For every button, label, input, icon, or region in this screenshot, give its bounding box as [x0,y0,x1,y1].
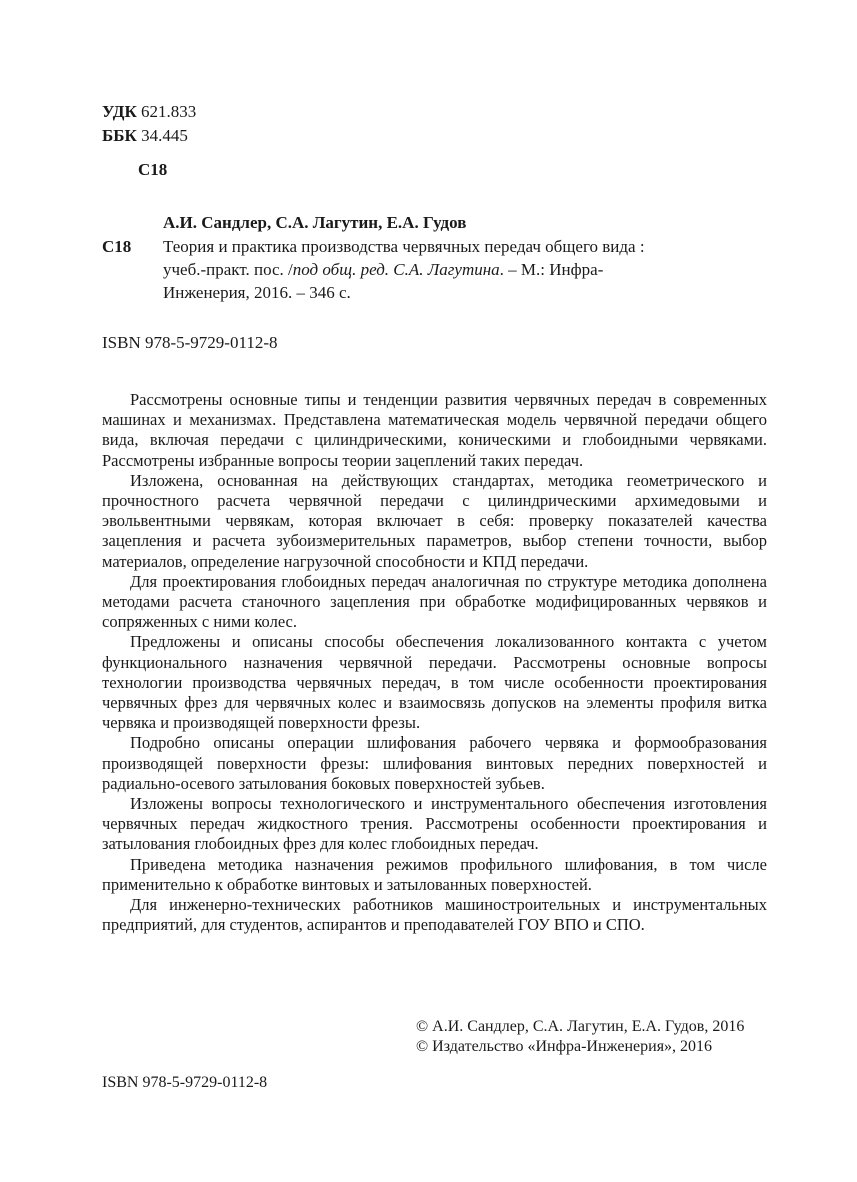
bbk-label: ББК [102,126,137,145]
abstract-paragraph: Для проектирования глобоидных передач аналогичная по структуре методика дополнена методами расчета станочного зацепления при обработке модифицированных червяков и сопряженных с ними колес. [102,571,767,632]
title-line-1: Теория и практика производства червячных передач общего вида : [163,237,645,256]
editor-statement: под общ. ред. С.А. Лагутина [292,260,500,279]
copyright-block [416,1017,744,1057]
bbk-value: 34.445 [141,126,188,145]
abstract-paragraph: Для инженерно-технических работников машиностроительных и инструментальных предприятий, для студентов, аспирантов и преподавателей ГОУ ВПО и СПО. [102,895,767,935]
udk-label: УДК [102,102,137,121]
isbn-top: ISBN 978-5-9729-0112-8 [102,333,278,352]
udk-line [102,100,196,124]
title-line-2-pre: учеб.-практ. пос. / [163,260,293,279]
abstract-paragraph: Подробно описаны операции шлифования рабочего червяка и формообразования производящей поверхности фрезы: шлифования винтовых передних поверхностей и радиально-осевого затылования боковых поверхностей зубьев. [102,733,767,793]
copyright-authors: © А.И. Сандлер, С.А. Лагутин, Е.А. Гудов, 2016 [416,1018,745,1035]
title-line-2 [163,258,723,281]
abstract-paragraph: Изложены вопросы технологического и инструментального обеспечения изготовления червячных передач жидкостного трения. Рассмотрены особенности проектирования и затылования глобоидных фрез для колес глобоидных передач. [102,794,767,854]
authors: А.И. Сандлер, С.А. Лагутин, Е.А. Гудов [163,213,467,232]
cutter-mark-top: С18 [138,160,168,179]
abstract-paragraph: Рассмотрены основные типы и тенденции развития червячных передач в современных машинах и механизмах. Представлена математическая модель червячной передачи общего вида, включая передачи с цилиндрическими, коническими и глобоидными червяками. Рассмотрены избранные вопросы теории зацеплений таких передач. [102,390,767,470]
cutter-mark-side: С18 [102,237,132,256]
isbn-bottom: ISBN 978-5-9729-0112-8 [102,1074,268,1091]
title-line-2-post: . – М.: Инфра- [499,260,604,279]
abstract-paragraph: Изложена, основанная на действующих стандартах, методика геометрического и прочностного расчета червячной передачи с цилиндрическими архимедовыми и эвольвентными червякам, которая включает в себя: проверку показателей качества зацепления и расчета зубоизмерительных параметров, выбор степени точности, выбор материалов, определение нагрузочной способности и КПД передачи. [102,470,767,571]
abstract [102,390,767,935]
abstract-paragraph: Предложены и описаны способы обеспечения локализованного контакта с учетом функционального назначения червячной передачи. Рассмотрены основные вопросы технологии производства червячных передач, в том числе особенности проектирования червячных фрез для червячных колес и взаимосвязь допусков на элементы профиля витка червяка и производящей поверхности фрезы. [102,632,767,733]
bibliographic-description [163,235,723,304]
bbk-line [102,124,196,148]
udk-value: 621.833 [141,102,197,121]
abstract-paragraph: Приведена методика назначения режимов профильного шлифования, в том числе применительно к обработке винтовых и затылованных поверхностей. [102,854,767,894]
copyright-publisher: © Издательство «Инфра-Инженерия», 2016 [416,1038,713,1055]
title-line-3: Инженерия, 2016. – 346 с. [163,283,351,302]
classification-codes [102,100,196,148]
